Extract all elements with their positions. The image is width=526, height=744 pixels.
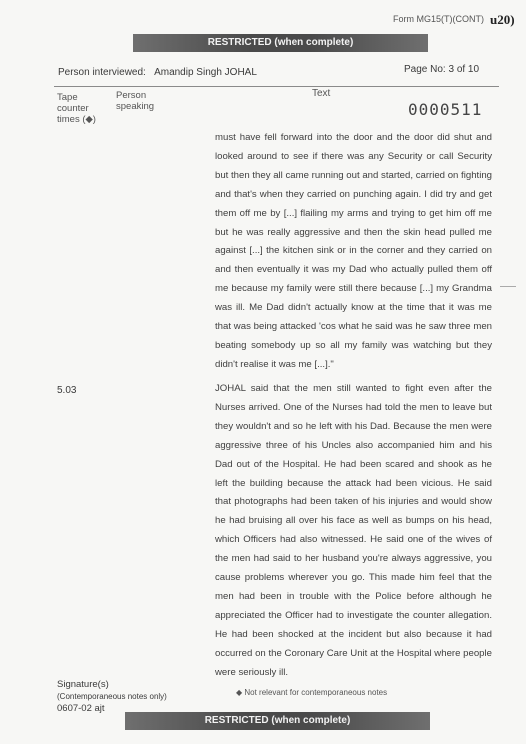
margin-mark [500,286,516,287]
table-header-rule [54,86,499,87]
column-header-line: Tape [57,92,78,103]
column-header-line: speaking [116,101,155,112]
page-number: Page No: 3 of 10 [404,64,480,75]
classification-banner-top: RESTRICTED (when complete) [133,34,428,52]
classification-banner-bottom: RESTRICTED (when complete) [125,712,430,730]
column-header-line: times (◆) [57,114,96,125]
column-header-text: Text [312,88,331,99]
form-reference: Form MG15(T)(CONT) [393,14,484,24]
column-header-line: counter [57,103,89,114]
form-ref-code: 0607-02 ajt [57,703,105,714]
signature-label: Signature(s) [57,679,109,690]
person-interviewed-line [58,67,257,78]
column-header-person-speaking [116,90,154,112]
document-stamp-number: 0000511 [408,100,483,119]
person-interviewed-name: Amandip Singh JOHAL [154,67,257,78]
signature-block [57,679,167,715]
signature-note: (Contemporaneous notes only) [57,692,167,701]
statement-paragraph-2: JOHAL said that the men still wanted to fight even after the Nurses arrived. One of the Nurses had told the men to leave but they wouldn't and so he left with his Dad. Because the men were aggressive three of his Uncles also accompanied him and his Dad out of the Hospital. He had been scared and shook as he left the building because the attack had been vicious. He said that photographs had been taken of his injuries and would show he had bruising all over his face as well as bumps on his head, which Officers had also witnessed. He said one of the wives of the men had said to her husband you're always aggressive, you cause problems wherever you go. This made him feel that the men had been in trouble with the Police before although he appreciated the Officer had to investigate the counter allegation. He had been shocked at the incident but also because it had occurred on the Coronary Care Unit at the Hospital where people were seriously ill. [215,383,492,678]
footnote: ◆ Not relevant for contemporaneous notes [236,688,388,697]
column-header-tape-counter [57,92,96,125]
person-interviewed-label: Person interviewed: [58,67,146,78]
form-code: u20) [490,12,515,27]
column-header-line: Person [116,90,147,101]
section-number: 5.03 [57,385,77,396]
statement-paragraph-1: must have fell forward into the door and the door did shut and looked around to see if there was any Security or call Security but then they all came running out and started, carried on fighting and that's when they carried on punching again. I did try and get them off me by [...] flailing my arms and trying to get him off me but he was really aggressive and then the skin head pulled me against [...] the kitchen sink or in the corner and they carried on and then eventually it was my Dad who actually pulled them off me because my family were still there because [...] my Grandma was ill. Me Dad didn't actually know at the time that it was me that was being attacked 'cos what he said was he saw three men beating somebody up so all my family was watching but they didn't realise it was me [...]." [215,132,492,370]
